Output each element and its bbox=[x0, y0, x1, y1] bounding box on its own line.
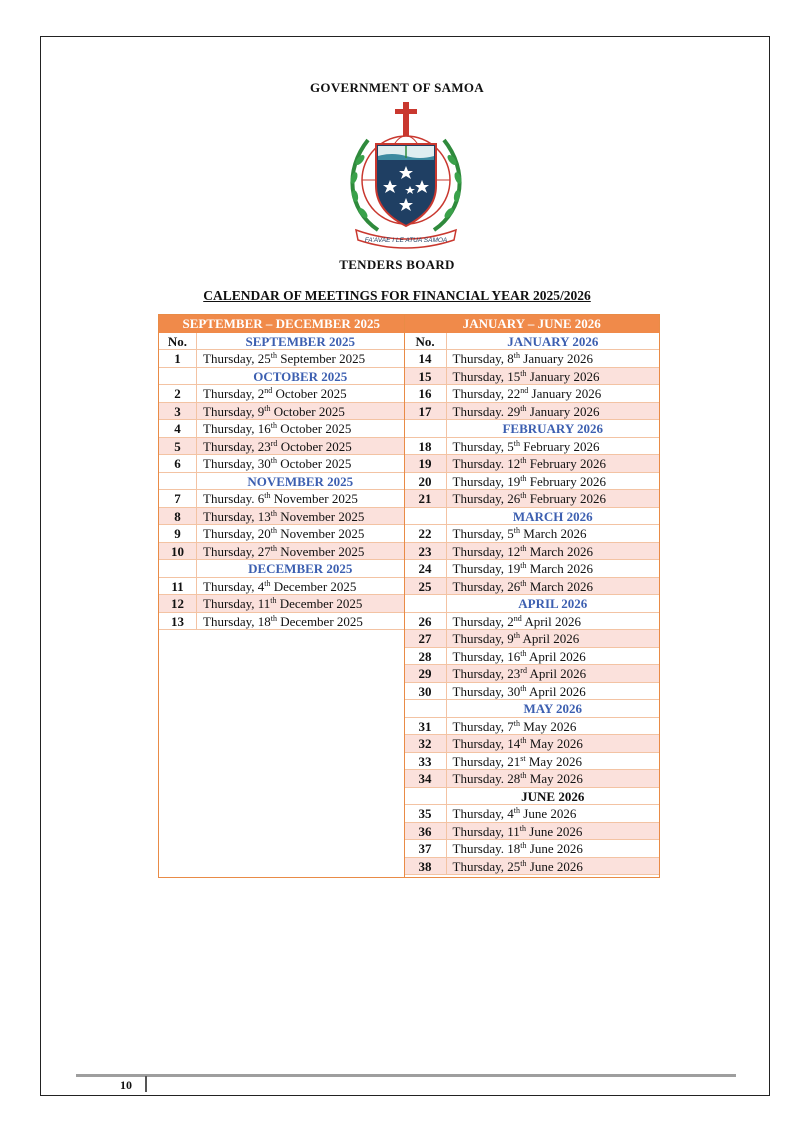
ordinal-suffix: th bbox=[270, 613, 277, 623]
meeting-date-month-year: October 2025 bbox=[277, 456, 352, 471]
meeting-row bbox=[405, 753, 659, 771]
meeting-date bbox=[447, 770, 659, 787]
meeting-number: 22 bbox=[405, 525, 447, 542]
ordinal-suffix: th bbox=[513, 438, 521, 448]
ordinal-suffix: th bbox=[520, 543, 527, 553]
month-label: OCTOBER 2025 bbox=[253, 368, 348, 384]
ordinal-suffix: th bbox=[270, 421, 277, 430]
meeting-date-day: Thursday, 5 bbox=[452, 438, 514, 454]
meeting-number: 12 bbox=[159, 595, 197, 612]
meeting-date bbox=[197, 578, 404, 595]
meeting-date bbox=[447, 403, 659, 420]
meeting-number: 17 bbox=[405, 403, 447, 420]
meeting-date-month-year: March 2026 bbox=[526, 561, 593, 576]
meeting-date bbox=[447, 578, 659, 595]
meeting-date-day: Thursday, 23 bbox=[203, 438, 271, 454]
meeting-number: 31 bbox=[405, 718, 447, 735]
meeting-number: 29 bbox=[405, 665, 447, 682]
no-column-header: No. bbox=[405, 333, 447, 350]
crest-motto: FA'AVAE I LE ATUA SAMOA bbox=[364, 237, 448, 244]
ordinal-suffix: rd bbox=[270, 438, 278, 448]
meeting-date-day: Thursday, 9 bbox=[452, 631, 514, 646]
empty-number-cell bbox=[159, 560, 197, 577]
meeting-date-month-year: May 2026 bbox=[526, 736, 583, 751]
meeting-row bbox=[159, 595, 404, 613]
meeting-date-month-year: October 2025 bbox=[272, 386, 347, 401]
meeting-number: 30 bbox=[405, 683, 447, 700]
meeting-date-month-year: November 2025 bbox=[277, 526, 365, 541]
meeting-date bbox=[197, 403, 404, 420]
meeting-date-month-year: June 2026 bbox=[526, 858, 583, 874]
meeting-date-month-year: May 2026 bbox=[526, 771, 583, 786]
ordinal-suffix: st bbox=[520, 753, 526, 763]
ordinal-suffix: nd bbox=[520, 386, 529, 395]
meeting-row bbox=[159, 455, 404, 473]
meeting-date-day: Thursday, 5 bbox=[452, 526, 514, 541]
right-column-jan-jun bbox=[405, 315, 659, 877]
meeting-row bbox=[405, 630, 659, 648]
ordinal-suffix: th bbox=[513, 631, 521, 640]
meeting-row bbox=[405, 560, 659, 578]
month-label: MARCH 2026 bbox=[512, 508, 593, 524]
meeting-row bbox=[159, 420, 404, 438]
ordinal-suffix: th bbox=[520, 491, 527, 500]
meeting-row bbox=[405, 490, 659, 508]
meeting-date-day: Thursday, 9 bbox=[203, 403, 265, 419]
meeting-row bbox=[159, 525, 404, 543]
meeting-date-day: Thursday, 16 bbox=[203, 421, 271, 436]
meeting-date-day: Thursday, 26 bbox=[452, 491, 521, 506]
meeting-date-month-year: February 2026 bbox=[520, 438, 600, 454]
government-title: GOVERNMENT OF SAMOA bbox=[310, 80, 484, 95]
meeting-date bbox=[447, 543, 659, 560]
meeting-date bbox=[447, 840, 659, 857]
meeting-date bbox=[447, 718, 659, 735]
footer-rule bbox=[76, 1074, 736, 1077]
ordinal-suffix: th bbox=[520, 456, 527, 465]
meeting-number: 38 bbox=[405, 858, 447, 875]
meeting-row bbox=[405, 805, 659, 823]
meeting-number: 5 bbox=[159, 438, 197, 455]
meeting-date bbox=[197, 455, 404, 472]
meeting-date-day: Thursday, 16 bbox=[452, 648, 521, 664]
meeting-row bbox=[405, 665, 659, 683]
meeting-date-day: Thursday, 30 bbox=[203, 456, 271, 471]
meeting-date-month-year: March 2026 bbox=[526, 543, 593, 559]
meeting-row bbox=[405, 438, 659, 456]
meeting-date-month-year: February 2026 bbox=[526, 491, 606, 506]
meeting-date-day: Thursday, 20 bbox=[203, 526, 271, 541]
meeting-date bbox=[197, 420, 404, 437]
meeting-date bbox=[447, 735, 659, 752]
ordinal-suffix: th bbox=[520, 683, 527, 693]
ordinal-suffix: th bbox=[264, 403, 271, 413]
meeting-number: 6 bbox=[159, 455, 197, 472]
meeting-date bbox=[447, 613, 659, 630]
meeting-number: 19 bbox=[405, 455, 447, 472]
meeting-number: 37 bbox=[405, 840, 447, 857]
coat-of-arms-graphic bbox=[338, 100, 474, 250]
ordinal-suffix: th bbox=[270, 456, 277, 465]
left-column-sep-dec bbox=[159, 315, 405, 877]
empty-number-cell bbox=[405, 788, 447, 805]
meeting-date-day: Thursday, 22 bbox=[452, 386, 521, 401]
meeting-date-month-year: May 2026 bbox=[525, 753, 582, 769]
meeting-date-month-year: March 2026 bbox=[520, 526, 587, 541]
meeting-date-month-year: April 2026 bbox=[526, 666, 587, 681]
ordinal-suffix: th bbox=[520, 736, 527, 745]
meeting-date-day: Thursday, 15 bbox=[452, 368, 521, 384]
ordinal-suffix: nd bbox=[513, 613, 522, 623]
empty-number-cell bbox=[159, 368, 197, 385]
ordinal-suffix: th bbox=[270, 596, 277, 605]
meeting-number: 20 bbox=[405, 473, 447, 490]
month-label: SEPTEMBER 2025 bbox=[245, 333, 355, 349]
month-label: DECEMBER 2025 bbox=[248, 561, 353, 576]
meeting-row bbox=[405, 543, 659, 561]
meeting-number: 27 bbox=[405, 630, 447, 647]
ordinal-suffix: th bbox=[520, 648, 527, 658]
meeting-date bbox=[447, 823, 659, 840]
ordinal-suffix: nd bbox=[264, 386, 273, 395]
meetings-calendar-table bbox=[158, 314, 660, 878]
meeting-row bbox=[405, 368, 659, 386]
board-title: TENDERS BOARD bbox=[339, 257, 455, 272]
meeting-number: 35 bbox=[405, 805, 447, 822]
meeting-date-day: Thursday, 27 bbox=[203, 543, 271, 559]
meeting-number: 1 bbox=[159, 350, 197, 367]
page-number-divider bbox=[145, 1076, 147, 1092]
month-label: APRIL 2026 bbox=[518, 596, 588, 611]
month-header-row bbox=[405, 700, 659, 718]
ordinal-suffix: th bbox=[520, 403, 527, 413]
meeting-date-day: Thursday, 12 bbox=[452, 543, 521, 559]
meeting-date-day: Thursday, 19 bbox=[452, 473, 521, 489]
meeting-date bbox=[447, 350, 659, 367]
meeting-row bbox=[405, 525, 659, 543]
meeting-date-month-year: April 2026 bbox=[526, 648, 586, 664]
ordinal-suffix: th bbox=[520, 473, 527, 483]
meeting-date bbox=[197, 490, 404, 507]
meeting-date bbox=[447, 630, 659, 647]
meeting-number: 36 bbox=[405, 823, 447, 840]
meeting-date-day: Thursday, 25 bbox=[452, 858, 521, 874]
meeting-date bbox=[447, 473, 659, 490]
ordinal-suffix: th bbox=[270, 508, 277, 518]
meeting-number: 10 bbox=[159, 543, 197, 560]
meeting-date-day: Thursday, 8 bbox=[452, 351, 514, 366]
meeting-row bbox=[159, 613, 404, 631]
ordinal-suffix: th bbox=[513, 718, 521, 728]
month-header-row bbox=[159, 368, 404, 386]
month-header-row bbox=[405, 595, 659, 613]
empty-number-cell bbox=[405, 508, 447, 525]
meeting-date-day: Thursday, 2 bbox=[452, 613, 514, 629]
meeting-date bbox=[447, 648, 659, 665]
ordinal-suffix: th bbox=[519, 823, 527, 833]
meeting-date-month-year: April 2026 bbox=[521, 613, 582, 629]
meeting-date bbox=[197, 613, 404, 630]
meeting-row bbox=[159, 350, 404, 368]
meeting-number: 25 bbox=[405, 578, 447, 595]
month-label: JANUARY 2026 bbox=[507, 333, 599, 349]
meeting-date bbox=[197, 595, 404, 612]
meeting-date-day: Thursday, 4 bbox=[452, 806, 514, 821]
meeting-number: 2 bbox=[159, 385, 197, 402]
meeting-row bbox=[159, 578, 404, 596]
meeting-number: 26 bbox=[405, 613, 447, 630]
meeting-date-day: Thursday, 4 bbox=[203, 578, 265, 594]
meeting-date bbox=[197, 543, 404, 560]
meeting-row bbox=[159, 490, 404, 508]
meeting-date-month-year: September 2025 bbox=[277, 351, 366, 366]
meeting-number: 4 bbox=[159, 420, 197, 437]
meeting-row bbox=[405, 578, 659, 596]
page-number: 10 bbox=[120, 1078, 132, 1092]
meeting-row bbox=[405, 350, 659, 368]
meeting-date-month-year: January 2026 bbox=[526, 403, 600, 419]
meeting-date-day: Thursday, 19 bbox=[452, 561, 521, 576]
meeting-date-day: Thursday. 6 bbox=[203, 491, 265, 506]
meeting-date-day: Thursday, 18 bbox=[203, 613, 271, 629]
meeting-row bbox=[405, 718, 659, 736]
ordinal-suffix: th bbox=[270, 526, 277, 535]
empty-number-cell bbox=[159, 473, 197, 490]
meeting-date-day: Thursday, 21 bbox=[452, 753, 521, 769]
meeting-date-day: Thursday, 26 bbox=[452, 578, 521, 594]
meeting-date bbox=[447, 683, 659, 700]
month-header-row bbox=[405, 420, 659, 438]
meeting-date-day: Thursday. 18 bbox=[452, 841, 521, 856]
meeting-number: 15 bbox=[405, 368, 447, 385]
meeting-row bbox=[405, 385, 659, 403]
meeting-row bbox=[405, 735, 659, 753]
meeting-row bbox=[159, 543, 404, 561]
meeting-date bbox=[447, 438, 659, 455]
ordinal-suffix: th bbox=[264, 578, 271, 588]
month-header-row bbox=[159, 560, 404, 578]
meeting-date-month-year: January 2026 bbox=[526, 368, 600, 384]
month-label: MAY 2026 bbox=[523, 701, 583, 716]
meeting-date-day: Thursday, 14 bbox=[452, 736, 521, 751]
section-header-jan-jun: JANUARY – JUNE 2026 bbox=[405, 315, 659, 333]
empty-number-cell bbox=[405, 595, 447, 612]
meeting-row bbox=[159, 385, 404, 403]
meeting-date bbox=[197, 350, 404, 367]
meeting-date-month-year: June 2026 bbox=[526, 841, 583, 856]
samoa-coat-of-arms-icon bbox=[338, 100, 474, 250]
meeting-date-month-year: April 2026 bbox=[520, 631, 580, 646]
meeting-row bbox=[405, 613, 659, 631]
meeting-number: 16 bbox=[405, 385, 447, 402]
meeting-row bbox=[159, 438, 404, 456]
meeting-date-month-year: February 2026 bbox=[526, 456, 606, 471]
meeting-row bbox=[405, 455, 659, 473]
ordinal-suffix: th bbox=[270, 351, 277, 360]
meeting-row bbox=[405, 403, 659, 421]
no-column-header: No. bbox=[159, 333, 197, 350]
meeting-number: 32 bbox=[405, 735, 447, 752]
meeting-row bbox=[405, 858, 659, 876]
meeting-date bbox=[447, 805, 659, 822]
ordinal-suffix: th bbox=[270, 543, 277, 553]
meeting-date bbox=[447, 525, 659, 542]
ordinal-suffix: rd bbox=[520, 666, 527, 675]
ordinal-suffix: th bbox=[520, 858, 527, 868]
meeting-date-day: Thursday, 2 bbox=[203, 386, 265, 401]
empty-number-cell bbox=[405, 420, 447, 437]
meeting-number: 7 bbox=[159, 490, 197, 507]
meeting-row bbox=[159, 508, 404, 526]
meeting-date-month-year: March 2026 bbox=[526, 578, 593, 594]
meeting-date bbox=[447, 665, 659, 682]
section-header-sep-dec: SEPTEMBER – DECEMBER 2025 bbox=[159, 315, 404, 333]
meeting-number: 18 bbox=[405, 438, 447, 455]
meeting-date-day: Thursday. 29 bbox=[452, 403, 521, 419]
ordinal-suffix: th bbox=[513, 351, 521, 360]
month-label: NOVEMBER 2025 bbox=[247, 473, 354, 489]
meeting-date bbox=[197, 385, 404, 402]
meeting-number: 9 bbox=[159, 525, 197, 542]
meeting-date-month-year: January 2026 bbox=[520, 351, 593, 366]
meeting-number: 13 bbox=[159, 613, 197, 630]
month-header-row bbox=[405, 333, 659, 351]
ordinal-suffix: th bbox=[520, 578, 527, 588]
meeting-row bbox=[159, 403, 404, 421]
meeting-number: 23 bbox=[405, 543, 447, 560]
meeting-date-month-year: October 2025 bbox=[270, 403, 345, 419]
meeting-date-day: Thursday, 30 bbox=[452, 683, 521, 699]
meeting-date-day: Thursday, 25 bbox=[203, 351, 271, 366]
month-label: JUNE 2026 bbox=[521, 788, 585, 804]
ordinal-suffix: th bbox=[513, 526, 521, 535]
meeting-row bbox=[405, 473, 659, 491]
left-rows bbox=[159, 333, 404, 631]
meeting-date bbox=[197, 525, 404, 542]
meeting-date-month-year: December 2025 bbox=[277, 613, 363, 629]
meeting-number: 28 bbox=[405, 648, 447, 665]
meeting-date-month-year: October 2025 bbox=[277, 438, 352, 454]
ordinal-suffix: th bbox=[520, 368, 527, 378]
meeting-date bbox=[447, 560, 659, 577]
ordinal-suffix: th bbox=[520, 561, 527, 570]
meeting-date bbox=[447, 753, 659, 770]
meeting-date-day: Thursday. 28 bbox=[452, 771, 521, 786]
meeting-number: 14 bbox=[405, 350, 447, 367]
meeting-row bbox=[405, 770, 659, 788]
meeting-row bbox=[405, 683, 659, 701]
meeting-date-day: Thursday, 11 bbox=[203, 596, 271, 611]
meeting-date bbox=[447, 368, 659, 385]
meeting-date-month-year: November 2025 bbox=[277, 543, 365, 559]
meeting-row bbox=[405, 823, 659, 841]
meeting-date-day: Thursday, 13 bbox=[203, 508, 271, 524]
meeting-number: 33 bbox=[405, 753, 447, 770]
meeting-date bbox=[447, 455, 659, 472]
meeting-date-month-year: November 2025 bbox=[270, 491, 358, 506]
meeting-date-day: Thursday. 12 bbox=[452, 456, 521, 471]
meeting-row bbox=[405, 840, 659, 858]
ordinal-suffix: th bbox=[264, 491, 271, 500]
meeting-date-day: Thursday, 7 bbox=[452, 718, 514, 734]
ordinal-suffix: th bbox=[520, 841, 527, 850]
meeting-number: 3 bbox=[159, 403, 197, 420]
meeting-date-month-year: October 2025 bbox=[277, 421, 352, 436]
ordinal-suffix: th bbox=[520, 771, 527, 780]
meeting-number: 11 bbox=[159, 578, 197, 595]
meeting-date bbox=[447, 858, 659, 875]
meeting-date-month-year: December 2025 bbox=[276, 596, 363, 611]
month-header-row bbox=[405, 508, 659, 526]
meeting-date-month-year: January 2026 bbox=[528, 386, 602, 401]
meeting-date bbox=[447, 385, 659, 402]
meeting-date-month-year: June 2026 bbox=[526, 823, 583, 839]
meeting-date-month-year: December 2025 bbox=[270, 578, 357, 594]
meeting-date-month-year: May 2026 bbox=[520, 718, 577, 734]
meeting-number: 21 bbox=[405, 490, 447, 507]
meeting-date bbox=[197, 508, 404, 525]
meeting-date-month-year: November 2025 bbox=[277, 508, 365, 524]
right-rows bbox=[405, 333, 659, 876]
meeting-date-month-year: April 2026 bbox=[526, 683, 586, 699]
meeting-number: 24 bbox=[405, 560, 447, 577]
meeting-row bbox=[405, 648, 659, 666]
meeting-date-month-year: June 2026 bbox=[520, 806, 577, 821]
calendar-title: CALENDAR OF MEETINGS FOR FINANCIAL YEAR 2025/2026 bbox=[203, 288, 591, 303]
meeting-number: 34 bbox=[405, 770, 447, 787]
month-header-row bbox=[159, 333, 404, 351]
month-header-row bbox=[159, 473, 404, 491]
month-header-row bbox=[405, 788, 659, 806]
meeting-date-month-year: February 2026 bbox=[526, 473, 606, 489]
meeting-date-day: Thursday, 11 bbox=[452, 823, 520, 839]
meeting-number: 8 bbox=[159, 508, 197, 525]
month-label: FEBRUARY 2026 bbox=[502, 421, 604, 436]
empty-number-cell bbox=[405, 700, 447, 717]
meeting-date-day: Thursday, 23 bbox=[452, 666, 521, 681]
ordinal-suffix: th bbox=[513, 806, 521, 815]
meeting-date bbox=[197, 438, 404, 455]
meeting-date bbox=[447, 490, 659, 507]
